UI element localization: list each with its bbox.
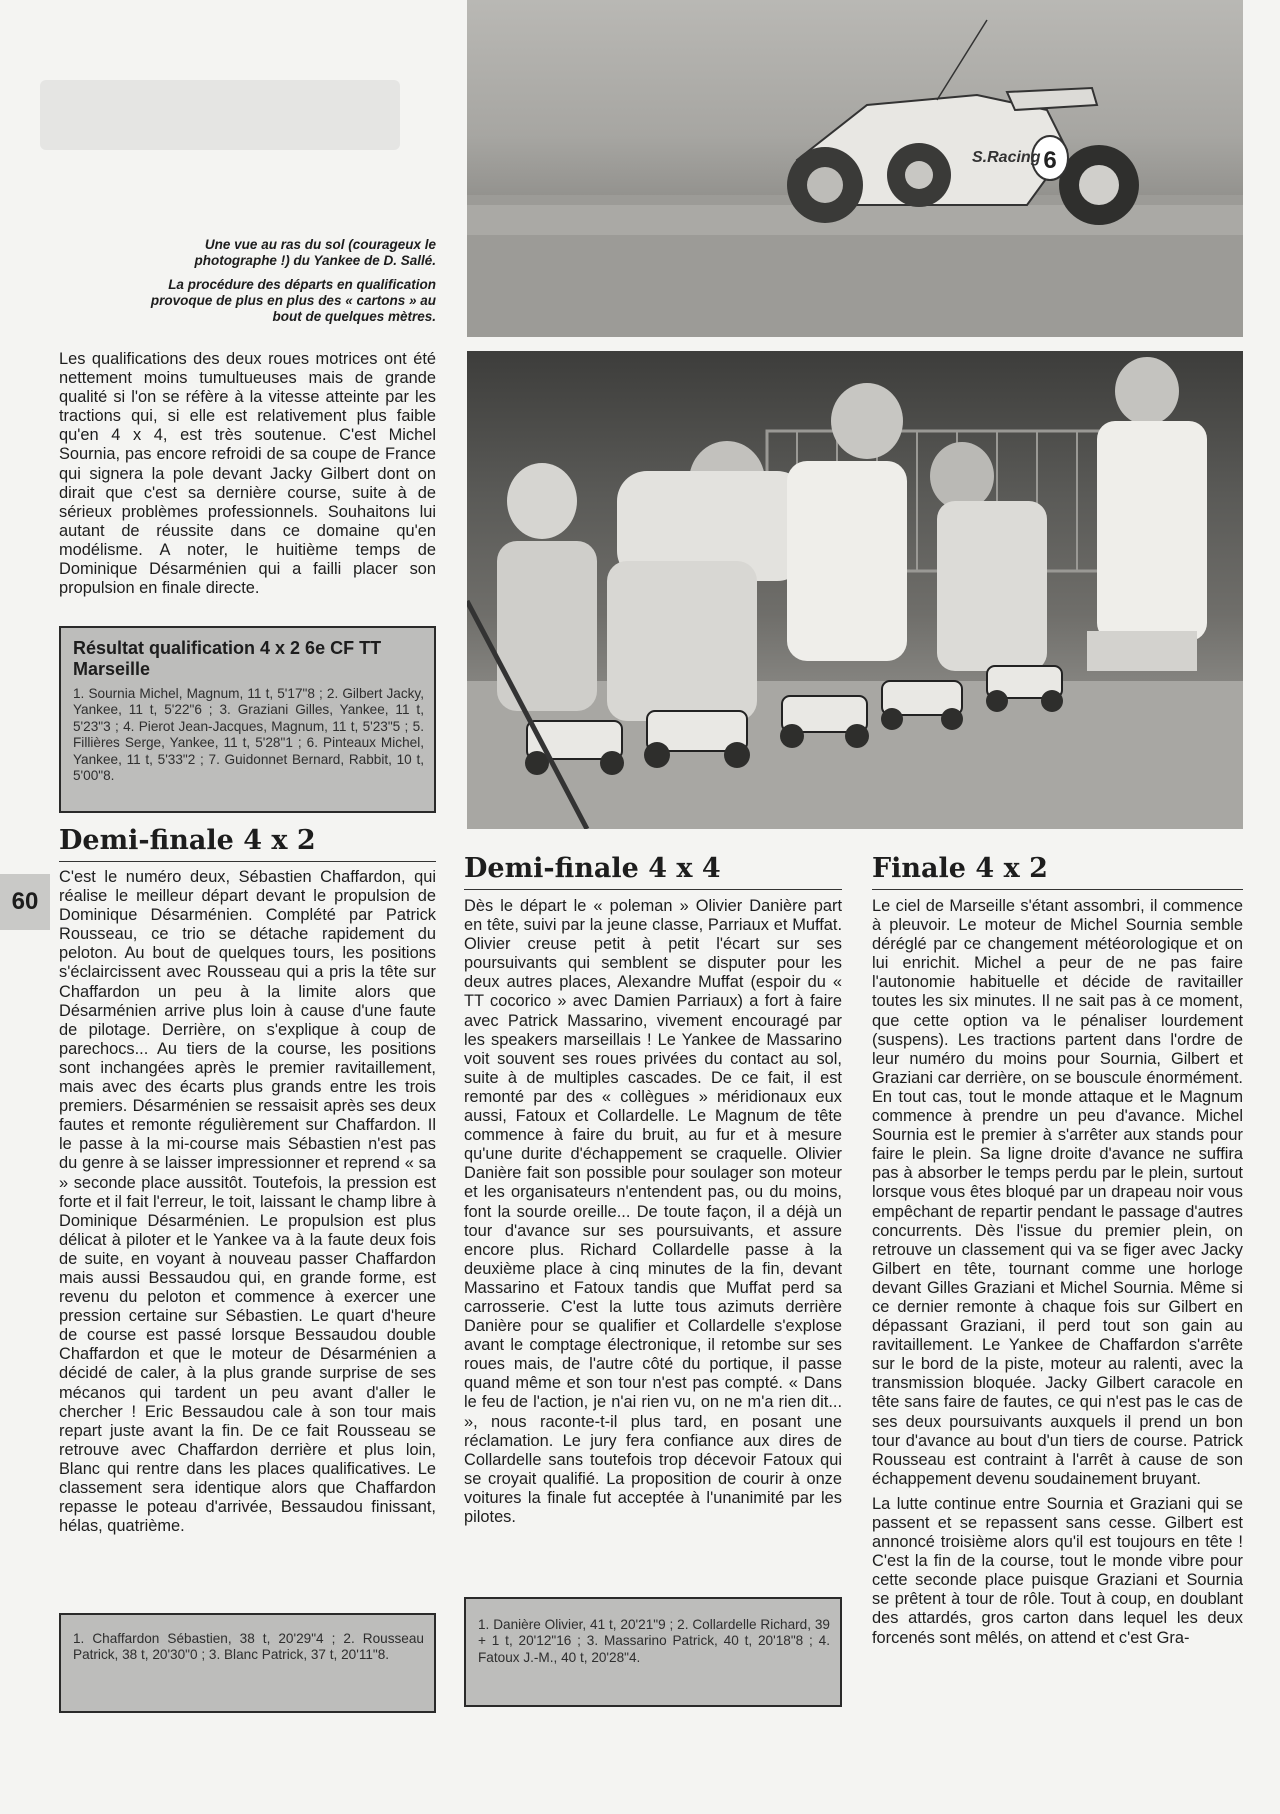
qualification-results: 1. Sournia Michel, Magnum, 11 t, 5'17"8 ; 2. Gilbert Jacky, Yankee, 11 t, 5'22"6 ; 3. Graziani Gilles, Yankee, 11 t, 5'23"3 ; 4. Pierot Jean-Jacques, Magnum, 11 t, 5'23"5 ; 5. Fillières Serge, Yankee, 11 t, 5'28"1 ; 6. Pinteaux Michel, Yankee, 11 t, 5'33"2 ; 7. Guidonnet Bernard, Rabbit, 10 t, 5'00"8. (73, 686, 424, 784)
finale-4x2-text-2: La lutte continue entre Sournia et Graziani qui se passent et se repassent sans cesse. Gilbert est annoncé troisième alors qu'il est toujours en tête ! C'est la fin de la course, tout le monde vibre pour cette seconde place puisque Graziani et Sournia se prêtent à tour de rôle. Tout à coup, en doublant des attardés, gros carton dans lequel les deux forcenés sont mêlés, on attend et c'est Gra- (872, 1494, 1243, 1647)
page-number: 60 (11, 888, 39, 915)
intro-paragraph: Les qualifications des deux roues motrices ont été nettement moins tumultueuses mais de grande qualité si l'on se réfère à la vitesse atteinte par les tractions qui, si elle est relativement plus faible qu'en 4 x 4, est très soutenue. C'est Michel Sournia, pas encore refroidi de sa coupe de France qui signera la pole devant Jacky Gilbert dont on dirait que c'est sa dernière course, suite à de sérieux problèmes professionnels. Souhaitons lui autant de réussite dans ce domaine qu'en modélisme. A noter, le huitième temps de Dominique Désarménien qui a failli placer son propulsion en finale directe. (59, 350, 436, 598)
demi-4x4-text: Dès le départ le « poleman » Olivier Danière part en tête, suivi par la jeune classe, Parriaux et Muffat. Olivier creuse petit à petit l'écart sur ses poursuivants qui semblent se disputer pour les deux autres places, Alexandre Muffat (espoir du « TT cocorico » avec Damien Parriaux) a fort à faire avec Patrick Massarino, vivement encouragé par les speakers marseillais ! Le Yankee de Massarino voit souvent ses roues privées du contact au sol, suite à de multiples cascades. De ce fait, il est remonté par des « collègues » méridionaux eux aussi, Fatoux et Collardelle. Le Magnum de tête commence à faire du bruit, au fur et à mesure qu'une durite d'échappement se craquelle. Olivier Danière fait son possible pour soulager son moteur et les organisateurs n'entendent pas, ou du moins, font la sourde oreille... De toute façon, il a déjà un tour d'avance sur ses poursuivants, et assure encore plus. Richard Collardelle passe à la deuxième place à cinq minutes de la fin, devant Massarino et Fatoux tandis que Muffat perd sa carrosserie. C'est la lutte tous azimuts derrière Danière pour se qualifier et Collardelle s'explose avant le comptage électronique, il retombe sur ses roues mais, de l'autre côté du portique, il passe quand même et son tour n'est pas compté. « Dans le feu de l'action, je n'ai rien vu, on ne m'a rien dit... », nous raconte-t-il plus tard, en posant une réclamation. Le jury fera confiance aux dires de Collardelle sans toutefois trop décevoir Fatoux qui se croyait qualifié. La proposition de courir à onze voitures la finale fut acceptée à l'unanimité par les pilotes. (464, 897, 842, 1526)
caption-1: Une vue au ras du sol (courageux le photographe !) du Yankee de D. Sallé. (194, 237, 436, 268)
demi-4x2-result-box (59, 1613, 436, 1713)
heading-finale-4x2: Finale 4 x 2 (872, 853, 1243, 890)
page-number-tab (0, 874, 50, 930)
caption-2: La procédure des départs en qualification provoque de plus en plus des « cartons » au bout de quelques mètres. (150, 277, 436, 324)
demi-4x2-results: 1. Chaffardon Sébastien, 38 t, 20'29"4 ; 2. Rousseau Patrick, 38 t, 20'30"0 ; 3. Blanc Patrick, 37 t, 20'11"8. (73, 1631, 424, 1663)
qualification-title: Résultat qualification 4 x 2 6e CF TT Marseille (73, 638, 382, 679)
intro-column (59, 350, 436, 598)
demi-4x4-result-box (464, 1597, 842, 1707)
grid-illustration (467, 351, 1243, 829)
demi-4x2-column (59, 868, 436, 1536)
demi-4x4-column (464, 897, 842, 1527)
qualification-result-box (59, 626, 436, 813)
finale-4x2-text: Le ciel de Marseille s'étant assombri, il commence à pleuvoir. Le moteur de Michel Sournia semble déréglé par ce changement météorologique et on lui enrichit. Michel a peur de ne pas faire l'autonomie habituelle et décide de ravitailler toutes les six minutes. Il ne sait pas à ce moment, que cette option va le pénaliser lourdement (suspens). Les tractions partent dans l'ordre de leur numéro du moins pour Sournia, Gilbert et Graziani car derrière, on se bouscule énormément. En tout cas, tout le monde attaque et le Magnum commence à prendre un peu d'avance. Michel Sournia est le premier à s'arrêter aux stands pour faire le plein. Sa ligne droite d'avance ne suffira pas à absorber le temps perdu par le plein, surtout lorsque vous êtes bloqué par un drapeau noir vous empêchant de repartir pendant le passage d'autres concurrents. Dès l'issue du premier plein, on retrouve un classement qui va se figer avec Jacky Gilbert en tête, tournant comme une horloge devant Gilles Graziani et Michel Sournia. Même si ce dernier remonte à chaque fois sur Gilbert en dépassant Graziani, il perd tout son gain au ravitaillement. Le Yankee de Chaffardon s'arrête sur le bord de la piste, moteur au ralenti, avec la transmission bloquée. Jacky Gilbert caracole en tête sans faire de fautes, ce qui n'est pas le cas de ses deux poursuivants auxquels il prend un bon tour d'avance au bout d'un tiers de course. Patrick Rousseau est contraint à l'arrêt à cause de son échappement devenu soudainement bruyant. (872, 897, 1243, 1488)
finale-4x2-column (872, 897, 1243, 1648)
photo-rc-buggy-jump (467, 0, 1243, 337)
heading-demi-finale-4x2: Demi-finale 4 x 2 (59, 825, 436, 862)
car-sponsor: S.Racing (972, 149, 1041, 166)
photo-captions (130, 237, 436, 333)
photo-starting-grid (467, 351, 1243, 829)
car-number: 6 (1043, 147, 1057, 174)
demi-4x2-text: C'est le numéro deux, Sébastien Chaffardon, qui réalise le meilleur départ devant le propulsion de Dominique Désarménien. Complété par Patrick Rousseau, ce trio se détache rapidement du peloton. Au bout de quelques tours, les positions s'éclaircissent avec Rousseau qui a pris la tête sur Chaffardon un peu à la limite alors que Désarménien arrive plus loin à cause d'une faute de pilotage. Derrière, on s'explique à coup de parechocs... Au tiers de la course, les positions sont inchangées après le premier ravitaillement, mais avec des écarts plus grands entre les trois premiers. Désarménien se ressaisit après ses deux fautes et remonte régulièrement sur Chaffardon. Il le passe à la mi-course mais Sébastien n'est pas du genre à se laisser impressionner et reprend « sa » seconde place aussitôt. Toutefois, la pression est forte et il fait l'erreur, le toit, laissant le champ libre à Dominique Désarménien. Le propulsion est plus délicat à piloter et le Yankee va à la faute deux fois de suite, en voyant à nouveau passer Chaffardon mais aussi Bessaudou qui, en grande forme, est revenu du peloton et commence à exercer une pression certaine sur Sébastien. Le quart d'heure de course est passé lorsque Bessaudou double Chaffardon et que le moteur de Désarménien a décidé de caler, à la plus grande surprise de ses mécanos qui tardent un peu avant d'aller le chercher ! Eric Bessaudou cale à son tour mais repart juste avant la fin. De ce fait Rousseau se retrouve avec Chaffardon derrière et plus loin, Blanc qui rentre dans les places qualificatives. Le classement sera identique alors que Chaffardon repasse le poteau d'arrivée, Bessaudou finissant, hélas, quatrième. (59, 868, 436, 1536)
buggy-illustration (467, 0, 1243, 337)
heading-demi-finale-4x4: Demi-finale 4 x 4 (464, 853, 842, 890)
faded-background-print (40, 80, 400, 150)
demi-4x4-results: 1. Danière Olivier, 41 t, 20'21"9 ; 2. Collardelle Richard, 39 + 1 t, 20'12"16 ; 3. Massarino Patrick, 40 t, 20'18"8 ; 4. Fatoux J.-M., 40 t, 20'28"4. (478, 1617, 830, 1665)
